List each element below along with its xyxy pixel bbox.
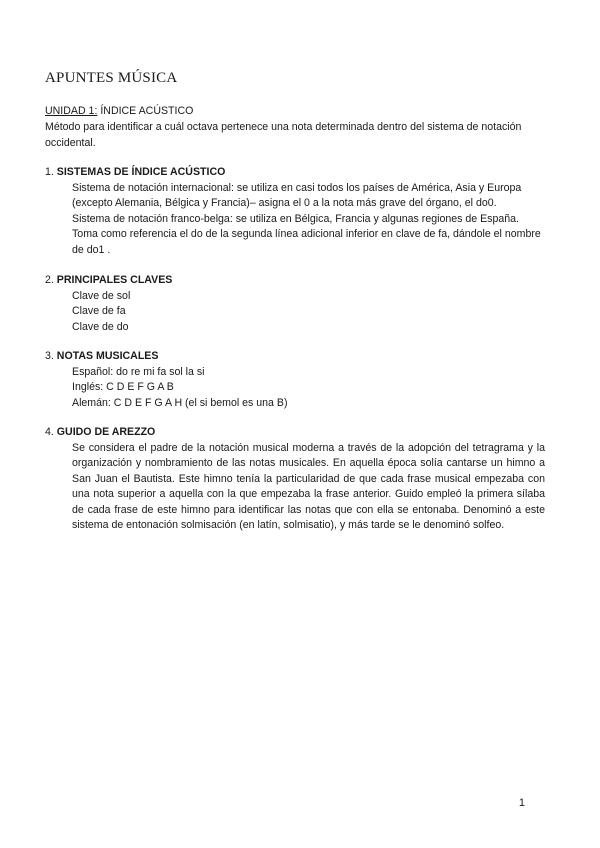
section-number: 2. [45,274,54,286]
unit-label: UNIDAD 1: [45,105,98,117]
intro-paragraph: Método para identificar a cuál octava pertenece una nota determinada dentro del sistema de notación occidental. [45,121,522,149]
section-main-clefs [45,273,545,335]
section-title: PRINCIPALES CLAVES [56,274,173,286]
section-paragraph: Sistema de notación internacional: se utiliza en casi todos los países de América, Asia y Europa (excepto Alemania, Bélgica y Francia)– asigna el 0 a la nota más grave del órgano, el do0. [72,181,522,209]
section-number: 3. [45,350,54,362]
section-title: SISTEMAS DE ÍNDICE ACÚSTICO [56,166,226,178]
list-item: Clave de sol [72,289,131,302]
section-paragraph: Sistema de notación franco-belga: se utiliza en Bélgica, Francia y algunas regiones de España. Toma como referencia el do de la segunda línea adicional inferior en clave de fa, dándole el nombre de do1 . [72,212,541,256]
section-heading [45,349,545,365]
section-heading [45,165,545,181]
page-number: 1 [518,797,525,809]
section-heading [45,425,545,441]
list-item: Inglés: C D E F G A B [72,381,174,393]
section-acoustic-index [45,165,545,258]
list-item: Clave de fa [72,305,126,317]
list-item: Español: do re mi fa sol la si [72,365,205,378]
list-item: Alemán: C D E F G A H (el si bemol es una B) [72,396,288,409]
section-number: 4. [45,426,54,438]
section-title: GUIDO DE AREZZO [56,426,156,438]
section-heading [45,273,545,289]
section-number: 1. [45,166,54,178]
section-title: NOTAS MUSICALES [56,350,159,362]
unit-heading [45,104,193,120]
section-guido-de-arezzo [45,425,545,534]
list-item: Clave de do [72,320,129,333]
section-paragraph: Se considera el padre de la notación musical moderna a través de la adopción del tetragrama y la organización y nombramiento de las notas musicales. En aquella época solía cantarse un himno a San Juan el Bautista. Este himno tenía la particularidad de que cada frase musical empezaba con una nota superior a aquella con la que empezaba la frase anterior. Guido empleó la primera sílaba de cada frase de este himno para identificar las notas que con ella se entonaba. Denominó a este sistema de entonación solmisación (en latín, solmisatio), y más tarde se le denominó solfeo. [72,441,545,531]
page-title: APUNTES MÚSICA [45,70,178,86]
unit-name: ÍNDICE ACÚSTICO [100,105,194,117]
section-musical-notes [45,349,545,411]
